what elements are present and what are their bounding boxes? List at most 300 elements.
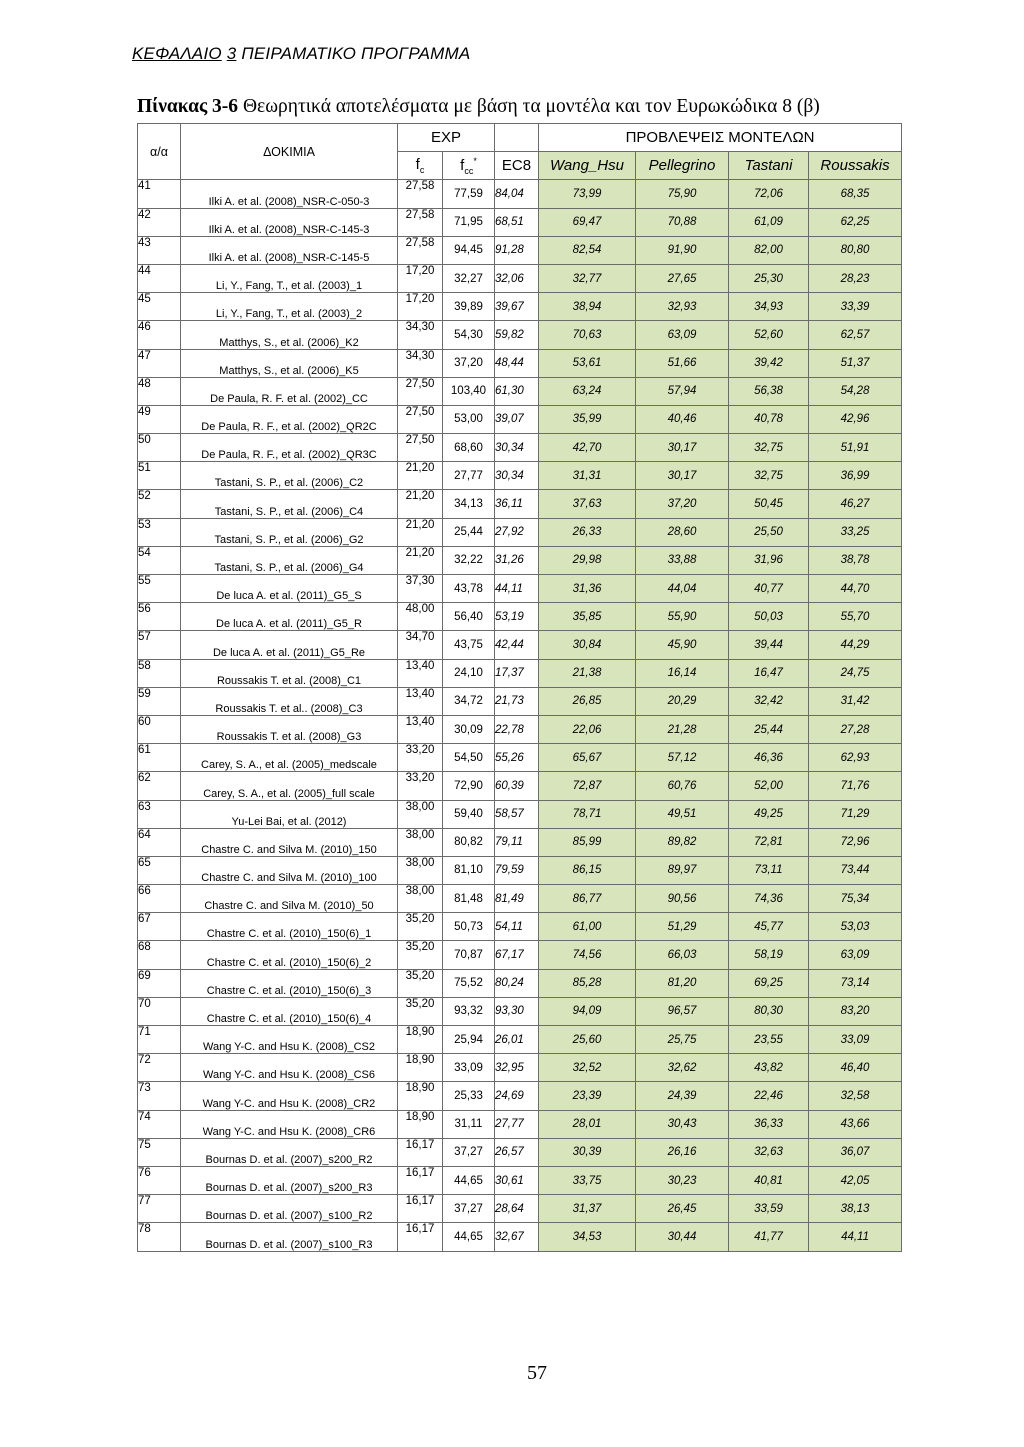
cell-test: Li, Y., Fang, T., et al. (2003)_2 (181, 293, 398, 321)
cell-pellegrino: 40,46 (636, 405, 729, 433)
cell-fcc: 37,27 (443, 1195, 495, 1223)
cell-tastani: 69,25 (729, 969, 809, 997)
cell-tastani: 32,63 (729, 1138, 809, 1166)
table-row (138, 518, 902, 546)
table-row (138, 1166, 902, 1194)
cell-test: Ilki A. et al. (2008)_NSR-C-050-3 (181, 180, 398, 208)
cell-fcc: 59,40 (443, 800, 495, 828)
cell-pellegrino: 33,88 (636, 546, 729, 574)
cell-fcc: 71,95 (443, 208, 495, 236)
cell-fcc: 43,75 (443, 631, 495, 659)
cell-fc: 16,17 (398, 1138, 443, 1166)
cell-tastani: 32,75 (729, 462, 809, 490)
cell-pellegrino: 75,90 (636, 180, 729, 208)
chapter-label: ΚΕΦΑΛΑΙΟ (132, 44, 222, 63)
cell-aa: 49 (138, 405, 181, 433)
cell-aa: 48 (138, 377, 181, 405)
cell-fc: 34,30 (398, 321, 443, 349)
cell-test: De luca A. et al. (2011)_G5_R (181, 603, 398, 631)
cell-wang-hsu: 63,24 (539, 377, 636, 405)
cell-fc: 16,17 (398, 1166, 443, 1194)
cell-fcc: 39,89 (443, 293, 495, 321)
cell-aa: 43 (138, 236, 181, 264)
cell-fcc: 77,59 (443, 180, 495, 208)
cell-aa: 73 (138, 1082, 181, 1110)
cell-fcc: 44,65 (443, 1166, 495, 1194)
cell-test: Chastre C. et al. (2010)_150(6)_3 (181, 969, 398, 997)
cell-fcc: 103,40 (443, 377, 495, 405)
cell-wang-hsu: 70,63 (539, 321, 636, 349)
cell-ec8: 30,34 (495, 462, 539, 490)
cell-wang-hsu: 21,38 (539, 659, 636, 687)
cell-roussakis: 32,58 (809, 1082, 902, 1110)
cell-fc: 18,90 (398, 1110, 443, 1138)
table-header (138, 124, 902, 180)
cell-aa: 67 (138, 913, 181, 941)
chapter-number: 3 (226, 44, 237, 63)
cell-fc: 13,40 (398, 687, 443, 715)
table-body (138, 180, 902, 1251)
cell-ec8: 28,64 (495, 1195, 539, 1223)
cell-roussakis: 44,11 (809, 1223, 902, 1251)
cell-fcc: 24,10 (443, 659, 495, 687)
cell-ec8: 68,51 (495, 208, 539, 236)
cell-roussakis: 42,05 (809, 1166, 902, 1194)
cell-aa: 42 (138, 208, 181, 236)
cell-roussakis: 68,35 (809, 180, 902, 208)
cell-fc: 38,00 (398, 856, 443, 884)
cell-wang-hsu: 28,01 (539, 1110, 636, 1138)
cell-ec8: 61,30 (495, 377, 539, 405)
cell-fc: 35,20 (398, 913, 443, 941)
cell-roussakis: 24,75 (809, 659, 902, 687)
cell-wang-hsu: 25,60 (539, 1026, 636, 1054)
cell-pellegrino: 28,60 (636, 518, 729, 546)
cell-fcc: 31,11 (443, 1110, 495, 1138)
cell-test: Wang Y-C. and Hsu K. (2008)_CR6 (181, 1110, 398, 1138)
cell-test: Tastani, S. P., et al. (2006)_C4 (181, 490, 398, 518)
cell-aa: 56 (138, 603, 181, 631)
header-fcc-sub: cc (464, 165, 474, 176)
cell-ec8: 17,37 (495, 659, 539, 687)
cell-test: Bournas D. et al. (2007)_s200_R2 (181, 1138, 398, 1166)
cell-fcc: 32,27 (443, 264, 495, 292)
cell-ec8: 32,95 (495, 1054, 539, 1082)
cell-fcc: 34,13 (443, 490, 495, 518)
cell-ec8: 42,44 (495, 631, 539, 659)
cell-pellegrino: 26,45 (636, 1195, 729, 1223)
cell-test: Chastre C. et al. (2010)_150(6)_1 (181, 913, 398, 941)
cell-aa: 50 (138, 434, 181, 462)
cell-ec8: 48,44 (495, 349, 539, 377)
cell-test: Li, Y., Fang, T., et al. (2003)_1 (181, 264, 398, 292)
cell-test: Roussakis T. et al. (2008)_G3 (181, 715, 398, 743)
cell-roussakis: 53,03 (809, 913, 902, 941)
cell-wang-hsu: 86,77 (539, 885, 636, 913)
table-row (138, 405, 902, 433)
cell-wang-hsu: 65,67 (539, 744, 636, 772)
cell-aa: 78 (138, 1223, 181, 1251)
cell-ec8: 79,59 (495, 856, 539, 884)
cell-ec8: 60,39 (495, 772, 539, 800)
cell-test: Carey, S. A., et al. (2005)_medscale (181, 744, 398, 772)
cell-ec8: 91,28 (495, 236, 539, 264)
cell-fcc: 43,78 (443, 575, 495, 603)
cell-fc: 34,70 (398, 631, 443, 659)
cell-roussakis: 73,14 (809, 969, 902, 997)
cell-wang-hsu: 38,94 (539, 293, 636, 321)
table-row (138, 1110, 902, 1138)
table-row (138, 1195, 902, 1223)
table-row (138, 1082, 902, 1110)
cell-pellegrino: 81,20 (636, 969, 729, 997)
cell-fcc: 25,94 (443, 1026, 495, 1054)
header-blank (495, 124, 539, 152)
cell-test: Wang Y-C. and Hsu K. (2008)_CS6 (181, 1054, 398, 1082)
cell-fc: 33,20 (398, 772, 443, 800)
cell-tastani: 33,59 (729, 1195, 809, 1223)
cell-ec8: 32,67 (495, 1223, 539, 1251)
cell-test: Tastani, S. P., et al. (2006)_C2 (181, 462, 398, 490)
cell-fcc: 50,73 (443, 913, 495, 941)
cell-tastani: 32,42 (729, 687, 809, 715)
cell-roussakis: 33,25 (809, 518, 902, 546)
header-test: ΔΟΚΙΜΙΑ (181, 124, 398, 180)
table-row (138, 687, 902, 715)
cell-fc: 27,58 (398, 180, 443, 208)
cell-roussakis: 71,29 (809, 800, 902, 828)
cell-ec8: 80,24 (495, 969, 539, 997)
cell-fc: 13,40 (398, 715, 443, 743)
cell-ec8: 32,06 (495, 264, 539, 292)
cell-pellegrino: 49,51 (636, 800, 729, 828)
table-row (138, 856, 902, 884)
cell-aa: 66 (138, 885, 181, 913)
cell-ec8: 26,01 (495, 1026, 539, 1054)
cell-tastani: 25,44 (729, 715, 809, 743)
cell-fcc: 56,40 (443, 603, 495, 631)
cell-pellegrino: 25,75 (636, 1026, 729, 1054)
cell-ec8: 30,34 (495, 434, 539, 462)
cell-fcc: 93,32 (443, 997, 495, 1025)
table-caption-label: Πίνακας 3-6 (137, 96, 239, 117)
cell-fc: 21,20 (398, 462, 443, 490)
cell-fc: 21,20 (398, 490, 443, 518)
cell-wang-hsu: 85,99 (539, 828, 636, 856)
cell-pellegrino: 51,66 (636, 349, 729, 377)
cell-test: Wang Y-C. and Hsu K. (2008)_CS2 (181, 1026, 398, 1054)
cell-ec8: 27,92 (495, 518, 539, 546)
cell-pellegrino: 30,23 (636, 1166, 729, 1194)
cell-tastani: 52,00 (729, 772, 809, 800)
table-row (138, 1223, 902, 1251)
cell-fc: 13,40 (398, 659, 443, 687)
cell-pellegrino: 20,29 (636, 687, 729, 715)
cell-fc: 21,20 (398, 518, 443, 546)
cell-ec8: 79,11 (495, 828, 539, 856)
table-row (138, 349, 902, 377)
cell-aa: 77 (138, 1195, 181, 1223)
cell-fcc: 53,00 (443, 405, 495, 433)
cell-tastani: 52,60 (729, 321, 809, 349)
cell-ec8: 21,73 (495, 687, 539, 715)
cell-pellegrino: 26,16 (636, 1138, 729, 1166)
cell-fc: 38,00 (398, 885, 443, 913)
cell-fc: 35,20 (398, 997, 443, 1025)
cell-ec8: 24,69 (495, 1082, 539, 1110)
table-row (138, 1054, 902, 1082)
cell-tastani: 32,75 (729, 434, 809, 462)
table-row (138, 997, 902, 1025)
cell-aa: 63 (138, 800, 181, 828)
cell-roussakis: 27,28 (809, 715, 902, 743)
cell-aa: 61 (138, 744, 181, 772)
cell-ec8: 44,11 (495, 575, 539, 603)
page-number: 57 (527, 1362, 547, 1384)
table-caption-text: Θεωρητικά αποτελέσματα με βάση τα μοντέλα και τον Ευρωκώδικα 8 (β) (242, 96, 820, 117)
cell-ec8: 54,11 (495, 913, 539, 941)
cell-fcc: 54,50 (443, 744, 495, 772)
cell-fc: 48,00 (398, 603, 443, 631)
cell-ec8: 58,57 (495, 800, 539, 828)
table-row (138, 180, 902, 208)
cell-fcc: 81,48 (443, 885, 495, 913)
cell-pellegrino: 30,17 (636, 462, 729, 490)
cell-test: Tastani, S. P., et al. (2006)_G2 (181, 518, 398, 546)
cell-test: Tastani, S. P., et al. (2006)_G4 (181, 546, 398, 574)
cell-wang-hsu: 73,99 (539, 180, 636, 208)
cell-aa: 72 (138, 1054, 181, 1082)
cell-tastani: 58,19 (729, 941, 809, 969)
cell-pellegrino: 44,04 (636, 575, 729, 603)
header-fcc (443, 152, 495, 180)
cell-fcc: 80,82 (443, 828, 495, 856)
cell-tastani: 72,81 (729, 828, 809, 856)
cell-ec8: 93,30 (495, 997, 539, 1025)
cell-tastani: 39,44 (729, 631, 809, 659)
cell-wang-hsu: 85,28 (539, 969, 636, 997)
cell-fc: 38,00 (398, 800, 443, 828)
table-row (138, 293, 902, 321)
cell-wang-hsu: 32,77 (539, 264, 636, 292)
cell-wang-hsu: 72,87 (539, 772, 636, 800)
header-ec8: EC8 (495, 152, 539, 180)
cell-fcc: 68,60 (443, 434, 495, 462)
cell-wang-hsu: 29,98 (539, 546, 636, 574)
cell-roussakis: 44,29 (809, 631, 902, 659)
cell-fcc: 27,77 (443, 462, 495, 490)
cell-roussakis: 46,40 (809, 1054, 902, 1082)
cell-aa: 58 (138, 659, 181, 687)
cell-tastani: 40,78 (729, 405, 809, 433)
table-row (138, 744, 902, 772)
table-row (138, 462, 902, 490)
cell-test: Wang Y-C. and Hsu K. (2008)_CR2 (181, 1082, 398, 1110)
cell-tastani: 56,38 (729, 377, 809, 405)
cell-wang-hsu: 30,84 (539, 631, 636, 659)
cell-roussakis: 71,76 (809, 772, 902, 800)
header-wang-hsu: Wang_Hsu (539, 152, 636, 180)
cell-ec8: 22,78 (495, 715, 539, 743)
cell-wang-hsu: 30,39 (539, 1138, 636, 1166)
cell-tastani: 49,25 (729, 800, 809, 828)
cell-tastani: 46,36 (729, 744, 809, 772)
cell-test: Bournas D. et al. (2007)_s200_R3 (181, 1166, 398, 1194)
cell-test: Bournas D. et al. (2007)_s100_R2 (181, 1195, 398, 1223)
cell-fcc: 34,72 (443, 687, 495, 715)
cell-aa: 53 (138, 518, 181, 546)
header-exp: EXP (398, 124, 495, 152)
cell-pellegrino: 70,88 (636, 208, 729, 236)
cell-fc: 34,30 (398, 349, 443, 377)
cell-tastani: 43,82 (729, 1054, 809, 1082)
cell-roussakis: 73,44 (809, 856, 902, 884)
cell-wang-hsu: 61,00 (539, 913, 636, 941)
table-row (138, 434, 902, 462)
cell-aa: 74 (138, 1110, 181, 1138)
cell-test: De luca A. et al. (2011)_G5_S (181, 575, 398, 603)
cell-tastani: 23,55 (729, 1026, 809, 1054)
cell-test: Carey, S. A., et al. (2005)_full scale (181, 772, 398, 800)
cell-pellegrino: 16,14 (636, 659, 729, 687)
cell-pellegrino: 30,44 (636, 1223, 729, 1251)
cell-wang-hsu: 74,56 (539, 941, 636, 969)
cell-pellegrino: 32,62 (636, 1054, 729, 1082)
cell-test: Ilki A. et al. (2008)_NSR-C-145-3 (181, 208, 398, 236)
cell-roussakis: 31,42 (809, 687, 902, 715)
cell-fc: 17,20 (398, 293, 443, 321)
cell-tastani: 80,30 (729, 997, 809, 1025)
cell-roussakis: 44,70 (809, 575, 902, 603)
table-row (138, 885, 902, 913)
cell-test: Chastre C. and Silva M. (2010)_50 (181, 885, 398, 913)
cell-roussakis: 80,80 (809, 236, 902, 264)
cell-fc: 21,20 (398, 546, 443, 574)
header-fc-sub: c (419, 165, 425, 176)
cell-ec8: 31,26 (495, 546, 539, 574)
table-row (138, 941, 902, 969)
cell-pellegrino: 96,57 (636, 997, 729, 1025)
cell-aa: 70 (138, 997, 181, 1025)
cell-fcc: 37,20 (443, 349, 495, 377)
cell-fc: 27,50 (398, 434, 443, 462)
cell-ec8: 30,61 (495, 1166, 539, 1194)
cell-pellegrino: 91,90 (636, 236, 729, 264)
header-pellegrino: Pellegrino (636, 152, 729, 180)
cell-fcc: 81,10 (443, 856, 495, 884)
table-row (138, 828, 902, 856)
cell-wang-hsu: 35,85 (539, 603, 636, 631)
cell-wang-hsu: 86,15 (539, 856, 636, 884)
cell-fc: 35,20 (398, 941, 443, 969)
cell-tastani: 41,77 (729, 1223, 809, 1251)
cell-roussakis: 63,09 (809, 941, 902, 969)
cell-roussakis: 42,96 (809, 405, 902, 433)
cell-fcc: 44,65 (443, 1223, 495, 1251)
cell-wang-hsu: 78,71 (539, 800, 636, 828)
cell-aa: 68 (138, 941, 181, 969)
cell-aa: 57 (138, 631, 181, 659)
cell-aa: 44 (138, 264, 181, 292)
cell-pellegrino: 57,12 (636, 744, 729, 772)
cell-fcc: 37,27 (443, 1138, 495, 1166)
cell-ec8: 67,17 (495, 941, 539, 969)
cell-ec8: 39,07 (495, 405, 539, 433)
header-aa: α/α (138, 124, 181, 180)
cell-roussakis: 51,37 (809, 349, 902, 377)
cell-pellegrino: 89,82 (636, 828, 729, 856)
cell-roussakis: 38,13 (809, 1195, 902, 1223)
cell-roussakis: 72,96 (809, 828, 902, 856)
cell-ec8: 53,19 (495, 603, 539, 631)
cell-fcc: 72,90 (443, 772, 495, 800)
cell-wang-hsu: 53,61 (539, 349, 636, 377)
cell-wang-hsu: 42,70 (539, 434, 636, 462)
cell-tastani: 82,00 (729, 236, 809, 264)
table-row (138, 377, 902, 405)
table-row (138, 236, 902, 264)
cell-tastani: 61,09 (729, 208, 809, 236)
cell-test: Matthys, S., et al. (2006)_K2 (181, 321, 398, 349)
cell-aa: 76 (138, 1166, 181, 1194)
cell-ec8: 27,77 (495, 1110, 539, 1138)
cell-roussakis: 55,70 (809, 603, 902, 631)
cell-fc: 27,50 (398, 405, 443, 433)
cell-fcc: 94,45 (443, 236, 495, 264)
cell-pellegrino: 57,94 (636, 377, 729, 405)
chapter-title: ΠΕΙΡΑΜΑΤΙΚΟ ΠΡΟΓΡΑΜΜΑ (241, 44, 471, 63)
cell-aa: 51 (138, 462, 181, 490)
cell-tastani: 72,06 (729, 180, 809, 208)
header-predictions: ΠΡΟΒΛΕΨΕΙΣ ΜΟΝΤΕΛΩΝ (539, 124, 902, 152)
cell-test: Roussakis T. et al. (2008)_C1 (181, 659, 398, 687)
cell-fc: 35,20 (398, 969, 443, 997)
cell-roussakis: 33,09 (809, 1026, 902, 1054)
cell-aa: 60 (138, 715, 181, 743)
cell-ec8: 84,04 (495, 180, 539, 208)
cell-test: De luca A. et al. (2011)_G5_Re (181, 631, 398, 659)
cell-fcc: 32,22 (443, 546, 495, 574)
cell-test: Chastre C. et al. (2010)_150(6)_2 (181, 941, 398, 969)
cell-pellegrino: 30,17 (636, 434, 729, 462)
cell-roussakis: 33,39 (809, 293, 902, 321)
cell-fc: 27,58 (398, 208, 443, 236)
cell-roussakis: 46,27 (809, 490, 902, 518)
cell-test: Chastre C. and Silva M. (2010)_100 (181, 856, 398, 884)
cell-tastani: 40,81 (729, 1166, 809, 1194)
cell-fc: 17,20 (398, 264, 443, 292)
cell-fc: 18,90 (398, 1026, 443, 1054)
cell-tastani: 73,11 (729, 856, 809, 884)
cell-pellegrino: 90,56 (636, 885, 729, 913)
table-row (138, 715, 902, 743)
cell-aa: 69 (138, 969, 181, 997)
table-row (138, 913, 902, 941)
cell-test: De Paula, R. F., et al. (2002)_QR2C (181, 405, 398, 433)
cell-roussakis: 62,25 (809, 208, 902, 236)
header-tastani: Tastani (729, 152, 809, 180)
cell-tastani: 39,42 (729, 349, 809, 377)
cell-wang-hsu: 37,63 (539, 490, 636, 518)
cell-pellegrino: 51,29 (636, 913, 729, 941)
cell-fcc: 25,33 (443, 1082, 495, 1110)
cell-aa: 59 (138, 687, 181, 715)
cell-aa: 75 (138, 1138, 181, 1166)
cell-fc: 16,17 (398, 1223, 443, 1251)
cell-ec8: 55,26 (495, 744, 539, 772)
cell-wang-hsu: 22,06 (539, 715, 636, 743)
header-fcc-sup: * (473, 155, 477, 166)
